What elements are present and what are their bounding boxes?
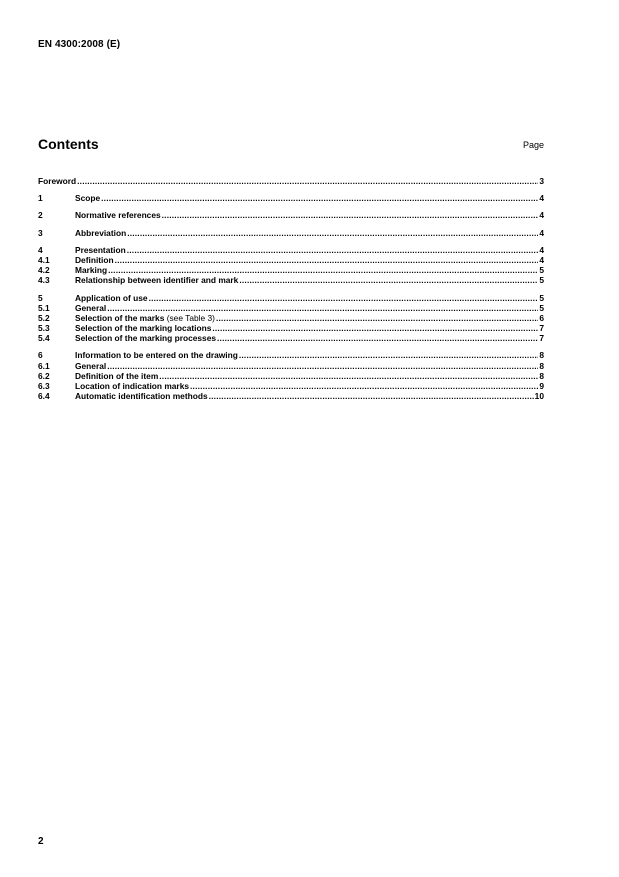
toc-dot-leader: [162, 210, 539, 220]
toc-entry-number: 5.3: [38, 323, 50, 334]
toc-group: [38, 176, 544, 186]
toc-entry-title: [75, 275, 238, 285]
toc-entry-page: 10: [534, 391, 544, 402]
toc-entry-title: [38, 176, 76, 186]
toc-dot-leader: [239, 350, 538, 360]
page-number: 2: [38, 836, 44, 847]
toc-entry-title: [75, 245, 126, 255]
toc-entry-page: 6: [539, 312, 544, 323]
toc-entry-number: 5: [38, 292, 43, 303]
toc-entry[interactable]: [38, 350, 544, 360]
toc-entry-number: 3: [38, 227, 43, 238]
document-identifier: EN 4300:2008 (E): [38, 39, 121, 50]
toc-entry-number: 6.1: [38, 360, 50, 371]
toc-entry[interactable]: [38, 176, 544, 186]
toc-group: [38, 228, 544, 238]
toc-entry-title-text: General: [75, 302, 107, 313]
toc-entry-title-text: Definition of the item: [75, 370, 159, 381]
toc-entry-title-text: Abbreviation: [75, 227, 127, 238]
toc-entry[interactable]: [38, 303, 544, 313]
toc-entry-title: [75, 391, 208, 401]
toc-entry-title: [75, 193, 100, 203]
toc-entry-title: [75, 210, 161, 220]
toc-entry-number: 6.2: [38, 370, 50, 381]
toc-group: [38, 293, 544, 344]
toc-entry-number: 5.1: [38, 302, 50, 313]
toc-dot-leader: [190, 381, 538, 391]
toc-entry-title: [75, 323, 211, 333]
toc-entry-page: 7: [539, 323, 544, 334]
toc-entry[interactable]: [38, 293, 544, 303]
toc-entry-number: 6: [38, 350, 43, 361]
toc-entry-number: 6.4: [38, 391, 50, 402]
toc-dot-leader: [77, 176, 538, 186]
toc-dot-leader: [209, 391, 534, 401]
toc-entry-title: [75, 361, 106, 371]
toc-dot-leader: [108, 265, 538, 275]
toc-dot-leader: [216, 313, 538, 323]
toc-entry[interactable]: [38, 275, 544, 285]
toc-entry[interactable]: [38, 323, 544, 333]
toc-group: [38, 210, 544, 220]
toc-entry-title-text: Marking: [75, 265, 108, 276]
toc-entry-page: 4: [539, 210, 544, 221]
toc-entry[interactable]: [38, 210, 544, 220]
toc-entry-number: 4.1: [38, 254, 50, 265]
toc-dot-leader: [212, 323, 538, 333]
table-of-contents: [38, 176, 544, 408]
toc-entry-title-text: Application of use: [75, 292, 148, 303]
toc-entry-title: [75, 350, 238, 360]
toc-group: [38, 350, 544, 401]
toc-entry[interactable]: [38, 313, 544, 323]
toc-group: [38, 245, 544, 286]
toc-entry-title-text: General: [75, 360, 107, 371]
toc-entry[interactable]: [38, 361, 544, 371]
toc-dot-leader: [149, 293, 539, 303]
toc-entry-title: [75, 333, 216, 343]
toc-entry[interactable]: [38, 255, 544, 265]
toc-dot-leader: [127, 245, 539, 255]
toc-entry-title-text: Selection of the marks: [75, 312, 165, 323]
toc-entry-page: 8: [539, 370, 544, 381]
toc-entry-page: 7: [539, 333, 544, 344]
toc-entry[interactable]: [38, 391, 544, 401]
toc-entry-title-text: Information to be entered on the drawing: [75, 350, 238, 361]
toc-entry-note: (see Table 3): [164, 312, 215, 323]
toc-entry[interactable]: [38, 333, 544, 343]
toc-entry-page: 8: [539, 350, 544, 361]
toc-entry-page: 4: [539, 193, 544, 204]
toc-entry-number: 6.3: [38, 381, 50, 391]
toc-entry-number: 4: [38, 244, 43, 255]
toc-entry-number: 5.4: [38, 333, 50, 344]
toc-dot-leader: [107, 361, 538, 371]
toc-dot-leader: [115, 255, 539, 265]
toc-dot-leader: [127, 228, 538, 238]
toc-entry-title-text: Normative references: [75, 210, 161, 221]
toc-entry-title-text: Selection of the marking locations: [75, 323, 212, 334]
toc-entry-title: [75, 313, 215, 323]
toc-dot-leader: [159, 371, 538, 381]
toc-entry-page: 5: [539, 302, 544, 313]
toc-entry-number: 4.3: [38, 275, 50, 286]
toc-entry-number: 1: [38, 193, 43, 204]
toc-entry-title-text: Definition: [75, 254, 114, 265]
toc-entry-title-text: Relationship between identifier and mark: [75, 275, 239, 286]
toc-entry-page: 8: [539, 360, 544, 371]
toc-entry-number: 5.2: [38, 312, 50, 323]
toc-entry-title: [75, 255, 114, 265]
toc-entry[interactable]: [38, 228, 544, 238]
toc-entry[interactable]: [38, 193, 544, 203]
page-column-label: Page: [522, 140, 544, 150]
toc-entry-page: 4: [539, 244, 544, 255]
toc-entry-title: [75, 381, 189, 391]
toc-entry[interactable]: [38, 371, 544, 381]
toc-entry-page: 3: [539, 176, 544, 186]
toc-entry-title-text: Selection of the marking processes: [75, 333, 217, 344]
toc-entry-title-text: Location of indication marks: [75, 381, 190, 391]
toc-entry-title: [75, 265, 107, 275]
toc-entry-page: 5: [539, 275, 544, 286]
toc-entry-page: 4: [539, 254, 544, 265]
toc-entry[interactable]: [38, 245, 544, 255]
toc-dot-leader: [107, 303, 538, 313]
toc-entry-title: [75, 293, 148, 303]
toc-group: [38, 193, 544, 203]
toc-entry-title-text: Automatic identification methods: [75, 391, 208, 402]
toc-dot-leader: [101, 193, 538, 203]
toc-entry-page: 9: [539, 381, 544, 391]
toc-entry-title-text: Presentation: [75, 244, 126, 255]
toc-entry-title-text: Foreword: [38, 176, 77, 186]
toc-entry-number: 4.2: [38, 265, 50, 276]
toc-entry[interactable]: [38, 381, 544, 391]
toc-dot-leader: [239, 275, 538, 285]
toc-dot-leader: [217, 333, 538, 343]
toc-entry-title: [75, 303, 106, 313]
contents-heading: Contents: [38, 136, 99, 152]
toc-entry-page: 4: [539, 227, 544, 238]
toc-entry-page: 5: [539, 265, 544, 276]
toc-entry-title: [75, 371, 158, 381]
toc-entry-number: 2: [38, 210, 43, 221]
toc-entry-page: 5: [539, 292, 544, 303]
toc-entry[interactable]: [38, 265, 544, 275]
toc-entry-title: [75, 228, 126, 238]
toc-entry-title-text: Scope: [75, 193, 101, 204]
